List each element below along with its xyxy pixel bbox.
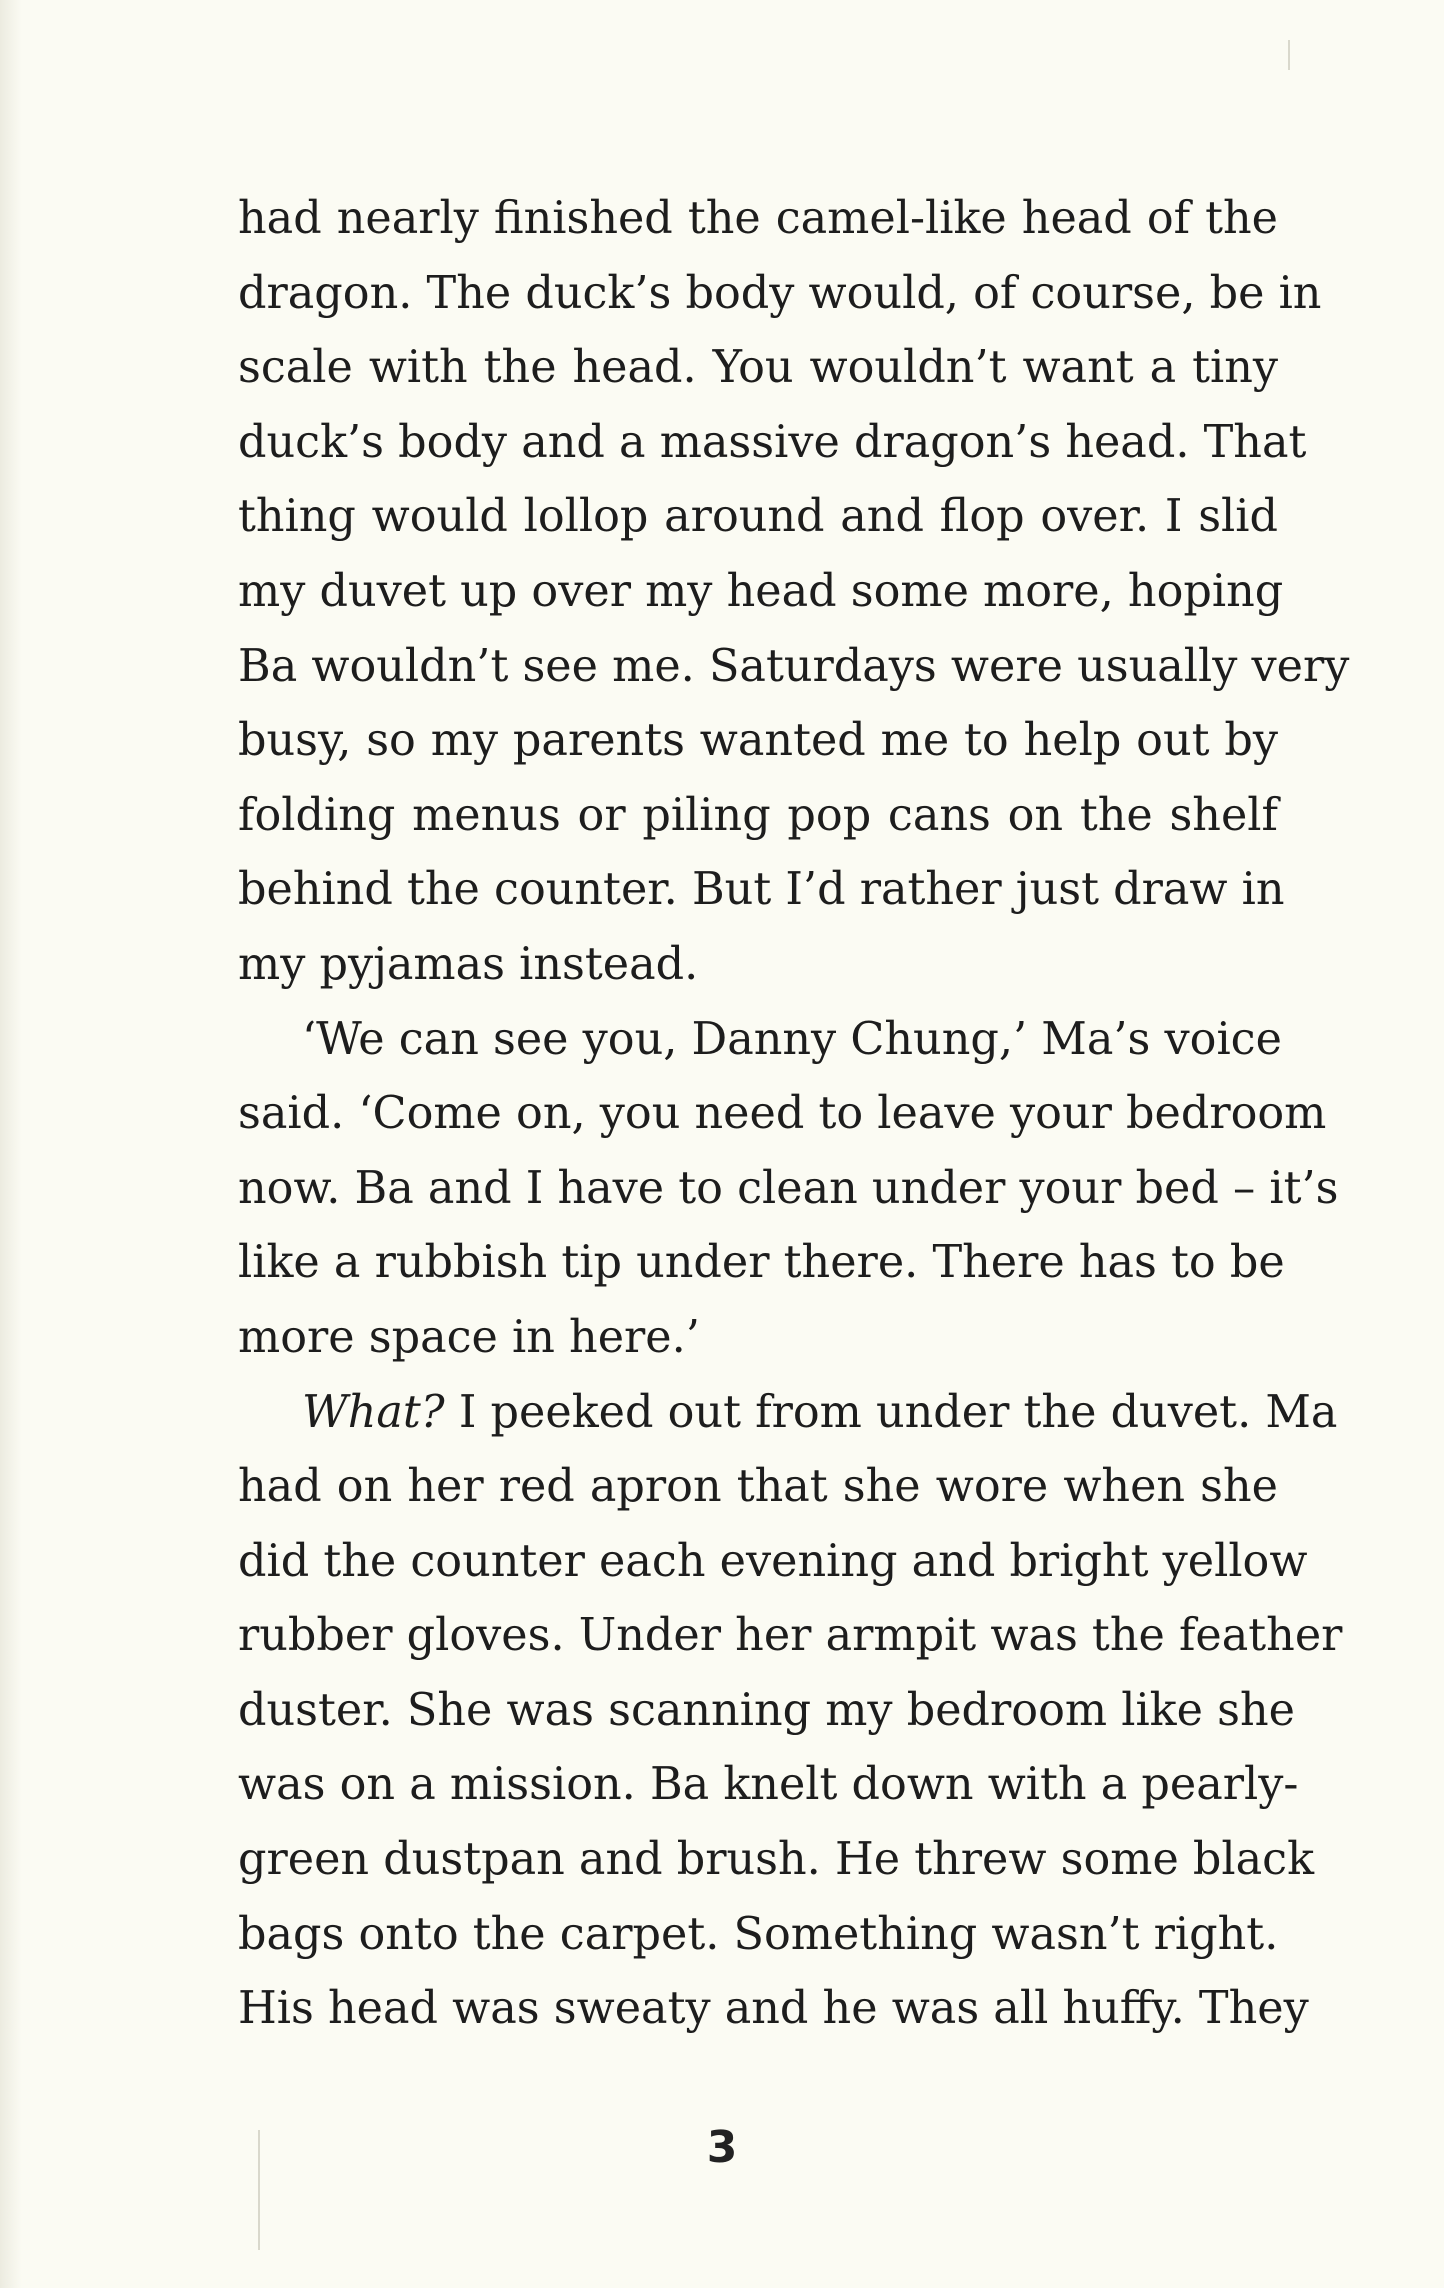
text-line: scale with the head. You wouldn’t want a tiny	[238, 342, 1278, 394]
text-line: like a rubbish tip under there. There has to be	[238, 1237, 1285, 1289]
text-line: now. Ba and I have to clean under your bed – it’s	[238, 1162, 1339, 1214]
text-line: my duvet up over my head some more, hoping	[238, 565, 1284, 617]
text-line: duck’s body and a massive dragon’s head. That	[238, 416, 1307, 468]
text-line: did the counter each evening and bright yellow	[238, 1535, 1308, 1587]
text-line-rest: I peeked out from under the duvet. Ma	[444, 1386, 1338, 1438]
scan-shadow	[0, 0, 22, 2288]
text-line: bags onto the carpet. Something wasn’t right.	[238, 1908, 1279, 1960]
text-line: more space in here.’	[238, 1311, 700, 1363]
text-line	[238, 1376, 1338, 1451]
text-line: was on a mission. Ba knelt down with a pearly-	[238, 1759, 1299, 1811]
text-line: green dustpan and brush. He threw some black	[238, 1834, 1315, 1886]
text-line: behind the counter. But I’d rather just draw in	[238, 864, 1285, 916]
text-line: busy, so my parents wanted me to help out by	[238, 715, 1278, 767]
text-line: thing would lollop around and flop over. I slid	[238, 491, 1278, 543]
page-number: 3	[706, 2122, 738, 2173]
text-line: duster. She was scanning my bedroom like she	[238, 1684, 1295, 1736]
text-line: had on her red apron that she wore when she	[238, 1461, 1278, 1513]
italic-word: What?	[302, 1386, 445, 1438]
text-line: Ba wouldn’t see me. Saturdays were usually very	[238, 640, 1350, 692]
text-line: dragon. The duck’s body would, of course, be in	[238, 267, 1322, 319]
text-line: my pyjamas instead.	[238, 938, 699, 990]
text-line: His head was sweaty and he was all huffy. They	[238, 1983, 1309, 2035]
body-text	[238, 182, 1350, 2047]
text-line: folding menus or piling pop cans on the shelf	[238, 789, 1278, 841]
text-line: had nearly finished the camel-like head of the	[238, 193, 1278, 244]
text-line: ‘We can see you, Danny Chung,’ Ma’s voice	[302, 1013, 1282, 1065]
text-line: rubber gloves. Under her armpit was the feather	[238, 1610, 1343, 1662]
scan-speck	[1288, 40, 1290, 70]
text-line: said. ‘Come on, you need to leave your bedroom	[238, 1088, 1327, 1140]
